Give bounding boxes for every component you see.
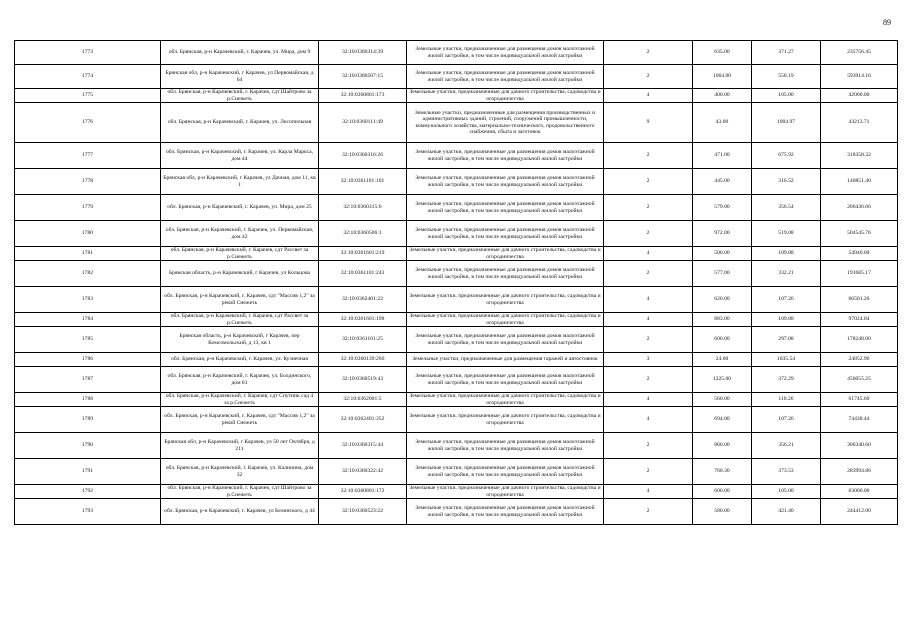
cadastral-number-cell: 32:10:0362001:5 (319, 393, 407, 407)
cadastral-value-cell: 97024.04 (821, 313, 898, 327)
row-number-cell: 1788 (15, 393, 161, 407)
row-number-cell: 1778 (15, 169, 161, 195)
table-row (15, 41, 898, 65)
specific-value-cell: 109.88 (752, 313, 821, 327)
group-cell: 2 (604, 459, 693, 485)
cadastral-value-cell: 74438.44 (821, 407, 898, 433)
land-use-type-cell: Земельные участки, предназначенные для размещения домов малоэтажной жилой застройки, в том числе индивидуальной жилой застройки (407, 41, 604, 65)
cadastral-value-cell: 318358.32 (821, 143, 898, 169)
group-cell: 4 (604, 89, 693, 103)
cadastral-number-cell: 32:10:0361601:198 (319, 313, 407, 327)
address-cell: обл. Брянская, р-н Карачевский, г. Карачев, сдт "Массив 1,2" за рекой Снежеть (161, 407, 319, 433)
cadastral-value-cell: 42000.00 (821, 89, 898, 103)
land-use-type-cell: Земельные участки, предназначенные для дачного строительства, садоводства и огородничества (407, 287, 604, 313)
cadastral-value-cell: 504545.76 (821, 221, 898, 247)
table-row (15, 103, 898, 143)
area-cell: 620.00 (693, 287, 752, 313)
land-use-type-cell: Земельные участки, предназначенные для размещения домов малоэтажной жилой застройки, в том числе индивидуальной жилой застройки (407, 261, 604, 287)
address-cell: обл. Брянская, р-н Карачевский, г. Карачев, сдт Рассвет за р.Снежеть (161, 247, 319, 261)
area-cell: 694.00 (693, 407, 752, 433)
address-cell: обл. Брянская, р-н Карачевский, г. Карачев, ул. Лесопильная (161, 103, 319, 143)
address-cell: обл. Брянская, р-н Карачевский, г. Карачев, сдт Рассвет за р.Снежеть (161, 313, 319, 327)
address-cell: обл. Брянская, р-н Карачевский, г. Карачев, ул. Болдинского, дом 81 (161, 367, 319, 393)
area-cell: 471.00 (693, 143, 752, 169)
specific-value-cell: 105.00 (752, 485, 821, 499)
group-cell: 2 (604, 143, 693, 169)
cadastral-number-cell: 32:10:0361101:25 (319, 327, 407, 353)
specific-value-cell: 356.21 (752, 433, 821, 459)
address-cell: Брянская обл, р-н Карачевский, г Карачев, ул 50 лет Октября, д 211 (161, 433, 319, 459)
table-row (15, 459, 898, 485)
area-cell: 560.00 (693, 393, 752, 407)
table-row (15, 313, 898, 327)
address-cell: обл. Брянская, р-н Карачевский, г. Карачев, сдт Шайтрово за р.Снежеть (161, 485, 319, 499)
cadastral-value-cell: 63000.00 (821, 485, 898, 499)
land-use-type-cell: Земельные участки, предназначенные для размещения домов малоэтажной жилой застройки, в том числе индивидуальной жилой застройки (407, 65, 604, 89)
area-cell: 972.00 (693, 221, 752, 247)
row-number-cell: 1783 (15, 287, 161, 313)
table-row (15, 261, 898, 287)
area-cell: 760.30 (693, 459, 752, 485)
address-cell: обл. Брянская, р-н Карачевский, г. Карачев, ул. Карла Маркса, дом 44 (161, 143, 319, 169)
row-number-cell: 1782 (15, 261, 161, 287)
table-row (15, 407, 898, 433)
address-cell: обл. Брянская, р-н Карачевский, г. Карачев, ул. Кузнечная (161, 353, 319, 367)
land-use-type-cell: Земельные участки, предназначенные для размещения домов малоэтажной жилой застройки, в том числе индивидуальной жилой застройки (407, 499, 604, 525)
specific-value-cell: 107.26 (752, 287, 821, 313)
table-row (15, 393, 898, 407)
specific-value-cell: 519.08 (752, 221, 821, 247)
cadastral-value-cell: 191685.17 (821, 261, 898, 287)
group-cell: 4 (604, 485, 693, 499)
cadastral-value-cell: 61745.60 (821, 393, 898, 407)
land-use-type-cell: Земельные участки, предназначенные для дачного строительства, садоводства и огородничества (407, 247, 604, 261)
group-cell: 2 (604, 195, 693, 221)
table-row (15, 327, 898, 353)
cadastral-value-cell: 244412.00 (821, 499, 898, 525)
table-row (15, 89, 898, 103)
group-cell: 2 (604, 327, 693, 353)
cadastral-number-cell: 32:10:0362401:22 (319, 287, 407, 313)
land-use-type-cell: Земельные участки, предназначенные для размещения домов малоэтажной жилой застройки, в том числе индивидуальной жилой застройки (407, 459, 604, 485)
area-cell: 579.00 (693, 195, 752, 221)
group-cell: 4 (604, 247, 693, 261)
land-use-type-cell: Земельные участки, предназначенные для размещения домов малоэтажной жилой застройки, в том числе индивидуальной жилой застройки (407, 143, 604, 169)
specific-value-cell: 332.21 (752, 261, 821, 287)
row-number-cell: 1777 (15, 143, 161, 169)
area-cell: 1225.00 (693, 367, 752, 393)
specific-value-cell: 107.26 (752, 407, 821, 433)
row-number-cell: 1791 (15, 459, 161, 485)
area-cell: 400.00 (693, 89, 752, 103)
land-registry-table (14, 40, 898, 525)
land-use-type-cell: Земельные участки, предназначенные для размещения домов малоэтажной жилой застройки, в том числе индивидуальной жилой застройки (407, 367, 604, 393)
area-cell: 860.00 (693, 433, 752, 459)
row-number-cell: 1790 (15, 433, 161, 459)
specific-value-cell: 558.19 (752, 65, 821, 89)
group-cell: 4 (604, 313, 693, 327)
cadastral-value-cell: 206436.66 (821, 195, 898, 221)
page-number: 89 (883, 18, 891, 27)
table-row (15, 367, 898, 393)
land-use-type-cell: Земельные участки, предназначенные для дачного строительства, садоводства и огородничества (407, 407, 604, 433)
land-use-type-cell: Земельные участки, предназначенные для дачного строительства, садоводства и огородничества (407, 485, 604, 499)
row-number-cell: 1774 (15, 65, 161, 89)
cadastral-value-cell: 24852.96 (821, 353, 898, 367)
cadastral-number-cell: 32:10:0362401:352 (319, 407, 407, 433)
specific-value-cell: 105.00 (752, 89, 821, 103)
group-cell: 2 (604, 261, 693, 287)
address-cell: обл. Брянская, р-н Карачевский, г. Карачев, ул. Мира, дом 25 (161, 195, 319, 221)
land-use-type-cell: Земельные участки, предназначенные для дачного строительства, садоводства и огородничества (407, 313, 604, 327)
specific-value-cell: 371.27 (752, 41, 821, 65)
land-use-type-cell: Земельные участки, предназначенные для размещения домов малоэтажной жилой застройки, в том числе индивидуальной жилой застройки (407, 327, 604, 353)
specific-value-cell: 1035.54 (752, 353, 821, 367)
area-cell: 1064.00 (693, 65, 752, 89)
cadastral-number-cell: 32:10:0361101:101 (319, 169, 407, 195)
table-row (15, 195, 898, 221)
land-use-type-cell: Земельные участки, предназначенные для размещения домов малоэтажной жилой застройки, в том числе индивидуальной жилой застройки (407, 433, 604, 459)
group-cell: 9 (604, 103, 693, 143)
specific-value-cell: 372.29 (752, 367, 821, 393)
area-cell: 445.00 (693, 169, 752, 195)
cadastral-value-cell: 140851.40 (821, 169, 898, 195)
table-row (15, 485, 898, 499)
cadastral-value-cell: 283994.86 (821, 459, 898, 485)
address-cell: обл. Брянская, р-н Карачевский, г. Карачев, ул. Калинина, дом 32 (161, 459, 319, 485)
cadastral-value-cell: 43213.71 (821, 103, 898, 143)
cadastral-value-cell: 178248.00 (821, 327, 898, 353)
specific-value-cell: 316.52 (752, 169, 821, 195)
table-row (15, 247, 898, 261)
group-cell: 3 (604, 353, 693, 367)
row-number-cell: 1775 (15, 89, 161, 103)
specific-value-cell: 109.88 (752, 247, 821, 261)
cadastral-number-cell: 32:10:0360801:173 (319, 89, 407, 103)
row-number-cell: 1792 (15, 485, 161, 499)
area-cell: 580.00 (693, 499, 752, 525)
area-cell: 635.00 (693, 41, 752, 65)
row-number-cell: 1784 (15, 313, 161, 327)
cadastral-number-cell: 32:10:0360506:1 (319, 221, 407, 247)
specific-value-cell: 356.54 (752, 195, 821, 221)
row-number-cell: 1773 (15, 41, 161, 65)
table-body (15, 41, 898, 525)
address-cell: Брянская обл, р-н Карачевский, г Карачев, ул Дачная, дом 11, кв 1 (161, 169, 319, 195)
address-cell: обл. Брянская, р-н Карачевский, г. Карачев, сдт "Массив 1,2" за рекой Снежеть (161, 287, 319, 313)
group-cell: 4 (604, 287, 693, 313)
table-row (15, 499, 898, 525)
group-cell: 4 (604, 407, 693, 433)
address-cell: обл. Брянская, р-н Карачевский, г. Карачев, сдт Шайтрово за р.Снежеть (161, 89, 319, 103)
area-cell: 600.00 (693, 327, 752, 353)
row-number-cell: 1776 (15, 103, 161, 143)
area-cell: 24.00 (693, 353, 752, 367)
area-cell: 500.00 (693, 247, 752, 261)
table-row (15, 221, 898, 247)
row-number-cell: 1786 (15, 353, 161, 367)
cadastral-number-cell: 32:10:0361101:243 (319, 261, 407, 287)
table-row (15, 65, 898, 89)
row-number-cell: 1793 (15, 499, 161, 525)
table-row (15, 169, 898, 195)
group-cell: 2 (604, 41, 693, 65)
address-cell: Брянская область, р-н Карачевский, г Карачев, пер Комсомольский, д 13, кв 1 (161, 327, 319, 353)
area-cell: 883.00 (693, 313, 752, 327)
address-cell: обл. Брянская, р-н Карачевский, г. Карачев, ул. Первомайская, дом 42 (161, 221, 319, 247)
cadastral-number-cell: 32:10:0360519:43 (319, 367, 407, 393)
cadastral-number-cell: 32:10:0360316:26 (319, 143, 407, 169)
land-use-type-cell: Земельные участки, предназначенные для размещения гаражей и автостоянок (407, 353, 604, 367)
land-use-type-cell: Земельные участки, предназначенные для размещения производственных и административных зданий, строений, сооружений промышленности, коммунального хозяйства, материально-технического, продовольственного снабжения, сбыта и заготовок (407, 103, 604, 143)
row-number-cell: 1781 (15, 247, 161, 261)
cadastral-value-cell: 66501.20 (821, 287, 898, 313)
specific-value-cell: 421.40 (752, 499, 821, 525)
address-cell: обл. Брянская, р-н Карачевский, г. Карачев, ул. Мира, дом 9 (161, 41, 319, 65)
group-cell: 2 (604, 221, 693, 247)
cadastral-value-cell: 235756.45 (821, 41, 898, 65)
address-cell: Брянская обл, р-н Карачевский, г Карачев, ул Первомайская, д 64 (161, 65, 319, 89)
cadastral-number-cell: 32:10:0360139:266 (319, 353, 407, 367)
cadastral-number-cell: 32:10:0360801:172 (319, 485, 407, 499)
cadastral-number-cell: 32:10:0360111:49 (319, 103, 407, 143)
table-row (15, 287, 898, 313)
group-cell: 2 (604, 367, 693, 393)
cadastral-number-cell: 32:10:0360315:6 (319, 195, 407, 221)
area-cell: 577.00 (693, 261, 752, 287)
land-use-type-cell: Земельные участки, предназначенные для дачного строительства, садоводства и огородничества (407, 393, 604, 407)
row-number-cell: 1787 (15, 367, 161, 393)
table-row (15, 353, 898, 367)
land-use-type-cell: Земельные участки, предназначенные для дачного строительства, садоводства и огородничества (407, 89, 604, 103)
specific-value-cell: 110.26 (752, 393, 821, 407)
address-cell: обл. Брянская, р-н Карачевский, г. Карачев, ул Белинского, д 44 (161, 499, 319, 525)
row-number-cell: 1789 (15, 407, 161, 433)
land-use-type-cell: Земельные участки, предназначенные для размещения домов малоэтажной жилой застройки, в том числе индивидуальной жилой застройки (407, 221, 604, 247)
land-use-type-cell: Земельные участки, предназначенные для размещения домов малоэтажной жилой застройки, в том числе индивидуальной жилой застройки (407, 195, 604, 221)
area-cell: 600.00 (693, 485, 752, 499)
group-cell: 2 (604, 499, 693, 525)
cadastral-number-cell: 32:10:0360314:39 (319, 41, 407, 65)
cadastral-number-cell: 32:10:0360322:42 (319, 459, 407, 485)
table-row (15, 433, 898, 459)
specific-value-cell: 1004.97 (752, 103, 821, 143)
row-number-cell: 1779 (15, 195, 161, 221)
cadastral-number-cell: 32:10:0361601:219 (319, 247, 407, 261)
land-use-type-cell: Земельные участки, предназначенные для размещения домов малоэтажной жилой застройки, в том числе индивидуальной жилой застройки (407, 169, 604, 195)
cadastral-number-cell: 32:10:0360507:15 (319, 65, 407, 89)
cadastral-value-cell: 593914.16 (821, 65, 898, 89)
address-cell: Брянская область, р-н Карачевский, г Карачев, ул Кольцова (161, 261, 319, 287)
cadastral-value-cell: 456055.25 (821, 367, 898, 393)
specific-value-cell: 373.53 (752, 459, 821, 485)
row-number-cell: 1780 (15, 221, 161, 247)
cadastral-number-cell: 32:10:0360523:22 (319, 499, 407, 525)
specific-value-cell: 297.08 (752, 327, 821, 353)
cadastral-value-cell: 54940.00 (821, 247, 898, 261)
cadastral-number-cell: 32:10:0360315:44 (319, 433, 407, 459)
group-cell: 2 (604, 433, 693, 459)
group-cell: 2 (604, 65, 693, 89)
group-cell: 2 (604, 169, 693, 195)
row-number-cell: 1785 (15, 327, 161, 353)
specific-value-cell: 675.92 (752, 143, 821, 169)
group-cell: 4 (604, 393, 693, 407)
address-cell: обл. Брянская, р-н Карачевский, г. Карачев, сдт Спутник сад 4 за р.Снежеть (161, 393, 319, 407)
area-cell: 43.00 (693, 103, 752, 143)
cadastral-value-cell: 306340.60 (821, 433, 898, 459)
table-row (15, 143, 898, 169)
